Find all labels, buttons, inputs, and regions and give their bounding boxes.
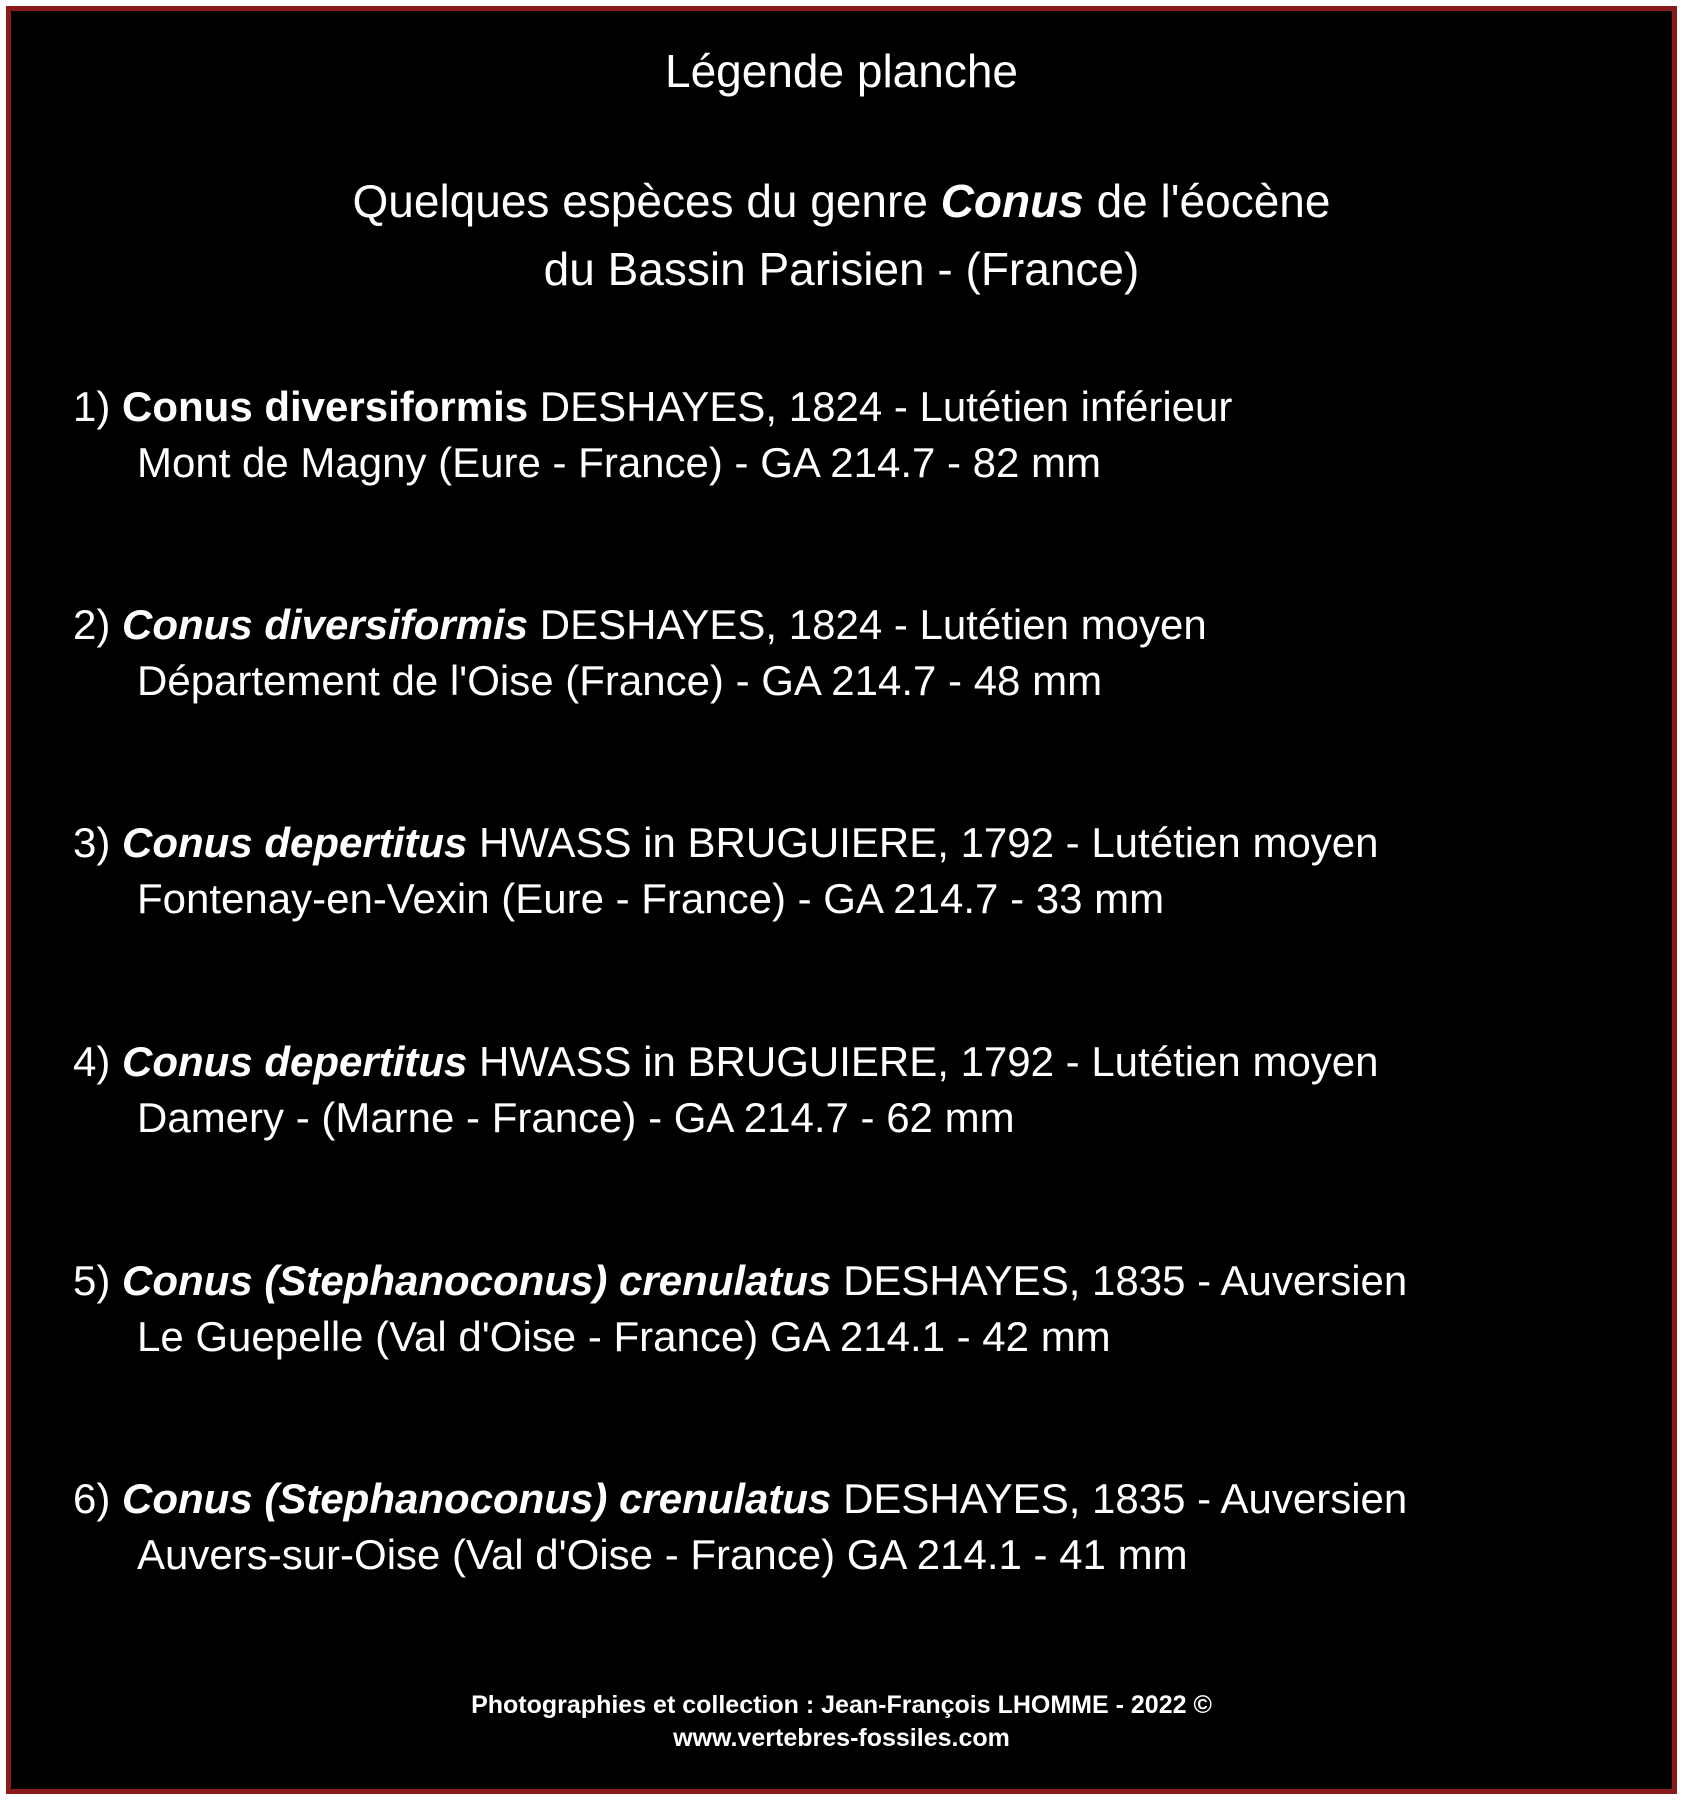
entry-4 xyxy=(73,1034,1379,1146)
entry-4-line-1 xyxy=(73,1034,1379,1090)
entry-6-line-2: Auvers-sur-Oise (Val d'Oise - France) GA 214.1 - 41 mm xyxy=(137,1531,1188,1578)
entry-6 xyxy=(73,1471,1407,1583)
entry-details: DESHAYES, 1835 - Auversien xyxy=(831,1475,1408,1522)
entry-5-line-2: Le Guepelle (Val d'Oise - France) GA 214.1 - 42 mm xyxy=(137,1313,1111,1360)
title-genus: Conus xyxy=(940,175,1084,227)
entry-5-line-1 xyxy=(73,1253,1407,1309)
entry-details: DESHAYES, 1835 - Auversien xyxy=(831,1257,1408,1304)
credit-line: Photographies et collection : Jean-François LHOMME - 2022 © xyxy=(471,1691,1212,1719)
species-name: Conus (Stephanoconus) crenulatus xyxy=(122,1475,832,1522)
plate-frame xyxy=(6,6,1677,1794)
entry-3-line-1 xyxy=(73,815,1379,871)
legend-panel xyxy=(13,13,1670,1787)
entry-6-line-1 xyxy=(73,1471,1407,1527)
entry-details: DESHAYES, 1824 - Lutétien moyen xyxy=(528,601,1207,648)
species-name: Conus depertitus xyxy=(122,1038,468,1085)
legend-heading: Légende planche xyxy=(665,45,1018,97)
entry-number: 5) xyxy=(73,1257,123,1304)
entry-number: 2) xyxy=(73,601,123,648)
entry-3 xyxy=(73,815,1379,927)
entry-4-line-2: Damery - (Marne - France) - GA 214.7 - 62 mm xyxy=(137,1094,1015,1141)
entry-1-line-2: Mont de Magny (Eure - France) - GA 214.7 - 82 mm xyxy=(137,439,1102,486)
title-prefix: Quelques espèces du genre xyxy=(352,175,941,227)
title-line-1 xyxy=(13,173,1670,229)
entry-number: 1) xyxy=(73,383,123,430)
title-line-2: du Bassin Parisien - (France) xyxy=(543,243,1140,295)
entry-3-line-2: Fontenay-en-Vexin (Eure - France) - GA 214.7 - 33 mm xyxy=(137,875,1165,922)
entry-number: 3) xyxy=(73,819,123,866)
entry-5 xyxy=(73,1253,1407,1365)
entry-number: 4) xyxy=(73,1038,123,1085)
entry-2-line-2: Département de l'Oise (France) - GA 214.7 - 48 mm xyxy=(137,657,1103,704)
entry-details: HWASS in BRUGUIERE, 1792 - Lutétien moyen xyxy=(467,819,1379,866)
species-name: Conus diversiformis xyxy=(122,383,529,430)
entry-details: DESHAYES, 1824 - Lutétien inférieur xyxy=(528,383,1233,430)
species-name: Conus (Stephanoconus) crenulatus xyxy=(122,1257,832,1304)
entry-2 xyxy=(73,597,1207,709)
species-name: Conus depertitus xyxy=(122,819,468,866)
species-name: Conus diversiformis xyxy=(122,601,529,648)
entry-number: 6) xyxy=(73,1475,123,1522)
entry-1 xyxy=(73,379,1232,491)
website-link[interactable]: www.vertebres-fossiles.com xyxy=(673,1724,1010,1752)
entry-2-line-1 xyxy=(73,597,1207,653)
title-suffix: de l'éocène xyxy=(1083,175,1331,227)
entry-1-line-1 xyxy=(73,379,1232,435)
entry-details: HWASS in BRUGUIERE, 1792 - Lutétien moyen xyxy=(467,1038,1379,1085)
